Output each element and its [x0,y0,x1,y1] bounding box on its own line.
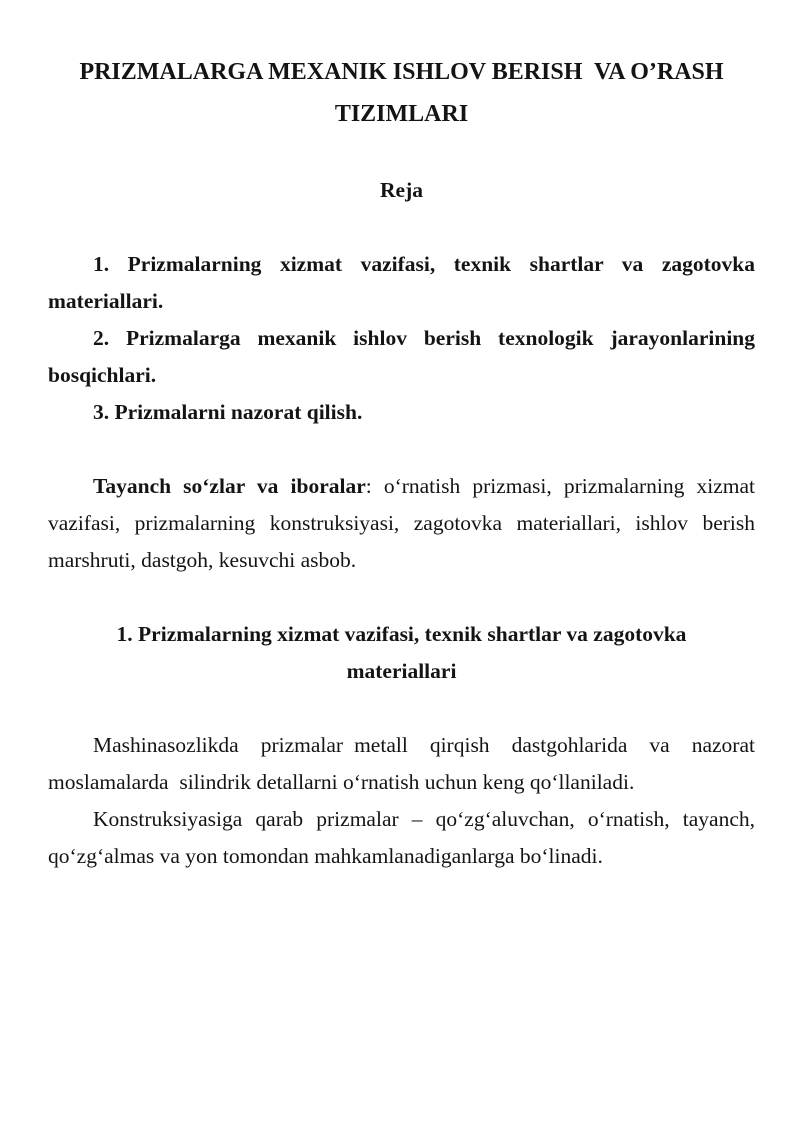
blank-line [48,135,755,172]
blank-line [48,690,755,727]
blank-line [48,209,755,246]
section-1-heading-line-1: 1. Prizmalarning xizmat vazifasi, texnik shartlar va zagotovka [116,622,687,646]
blank-line [48,579,755,616]
section-1-paragraph-2-line-2: qoʻzgʻalmas va yon tomondan mahkamlanadiganlarga boʻlinadi. [48,844,603,868]
keywords-line-2: vazifasi, prizmalarning konstruksiyasi, zagotovka materiallari, ishlov berish [48,511,755,535]
section-1-paragraph-1-line-1: Mashinasozlikda prizmalar metall qirqish dastgohlarida va nazorat [93,733,755,757]
section-1-paragraph-1-line-2: moslamalarda silindrik detallarni oʻrnatish uchun keng qoʻllaniladi. [48,770,635,794]
keywords-line-3: marshruti, dastgoh, kesuvchi asbob. [48,548,357,572]
plan-item-1-line-1: 1. Prizmalarning xizmat vazifasi, texnik shartlar va zagotovka [93,252,755,276]
plan-item-2-line-1: 2. Prizmalarga mexanik ishlov berish texnologik jarayonlarining [93,326,755,350]
keywords-label: Tayanch soʻzlar va iboralar [93,474,366,498]
section-1-heading-line-2: materiallari [346,659,457,683]
blank-line [48,431,755,468]
plan-item-2-line-2: bosqichlari. [48,363,157,387]
document-title-line-1: PRIZMALARGA MEXANIK ISHLOV BERISH VA O’RASH [79,59,724,85]
plan-item-3-line-1: 3. Prizmalarni nazorat qilish. [93,400,363,424]
keywords-line-1-rest: : oʻrnatish prizmasi, prizmalarning xizmat [365,474,755,498]
document-title-line-2: TIZIMLARI [334,101,469,127]
plan-item-1-line-2: materiallari. [48,289,164,313]
plan-heading: Reja [380,178,423,202]
keywords-line-1 [48,468,755,505]
section-1-paragraph-2-line-1: Konstruksiyasiga qarab prizmalar – qoʻzgʻaluvchan, oʻrnatish, tayanch, [93,807,755,831]
